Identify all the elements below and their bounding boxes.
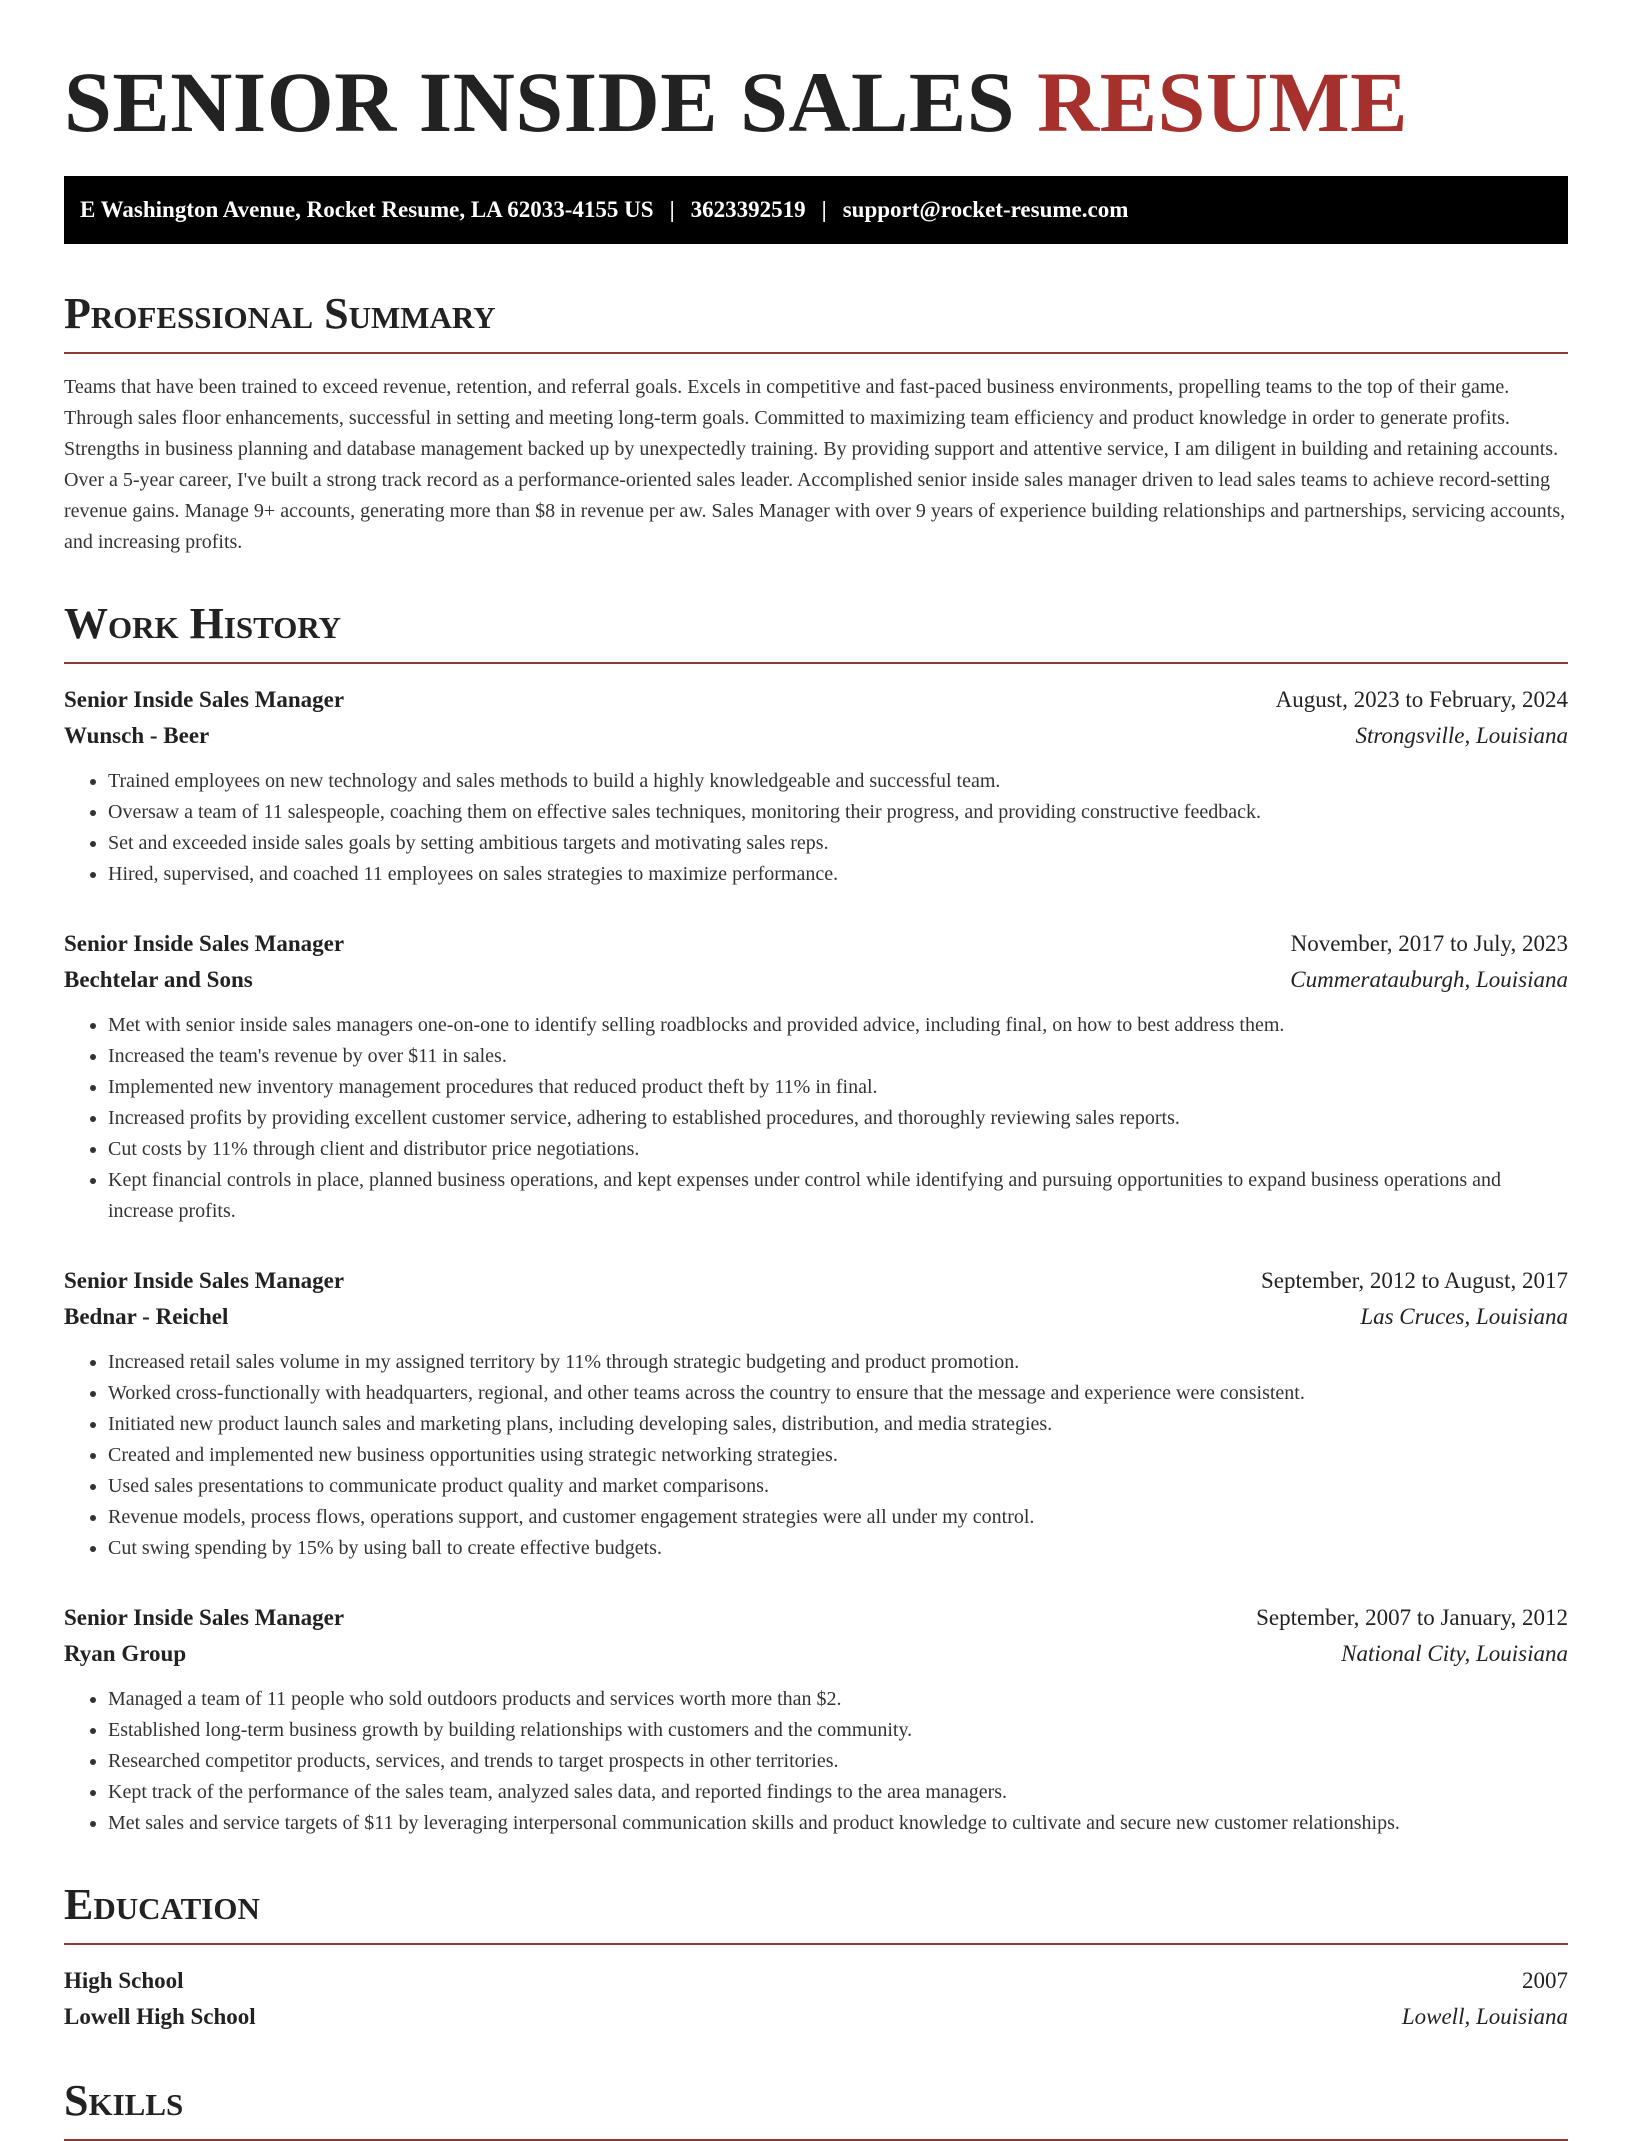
- job-title: Senior Inside Sales Manager: [64, 931, 345, 956]
- summary-section: [64, 288, 1568, 558]
- job-location: Strongsville, Louisiana: [1355, 723, 1568, 748]
- job-bullet: • Managed a team of 11 people who sold outdoors products and services worth more than $2.: [108, 1684, 1568, 1715]
- education-year: 2007: [1522, 1968, 1568, 1993]
- job-company: Bechtelar and Sons: [64, 967, 253, 992]
- education-school: Lowell High School: [64, 2004, 256, 2029]
- job-company: Wunsch - Beer: [64, 723, 210, 748]
- education-heading: Education: [64, 1879, 1568, 1945]
- job-title: Senior Inside Sales Manager: [64, 1268, 345, 1293]
- job-entry: [64, 1600, 1568, 1839]
- job-location: National City, Louisiana: [1341, 1641, 1568, 1666]
- summary-text: Teams that have been trained to exceed revenue, retention, and referral goals. Excels in competitive and fast-paced business environments, propelling teams to the top of their game. Through sales floor enhancements, successful in setting and meeting long-term goals. Committed to maximizing team efficiency and product knowledge in order to generate profits. Strengths in business planning and database management backed up by unexpectedly training. By providing support and attentive service, I am diligent in building and retaining accounts. Over a 5-year career, I've built a strong track record as a performance-oriented sales leader. Accomplished senior inside sales manager driven to lead sales teams to achieve record-setting revenue gains. Manage 9+ accounts, generating more than $8 in revenue per aw. Sales Manager with over 9 years of experience building relationships and partnerships, servicing accounts, and increasing profits.: [64, 376, 1566, 553]
- contact-separator: |: [821, 197, 827, 222]
- job-bullet: • Kept financial controls in place, planned business operations, and kept expenses under control while identifying and pursuing opportunities to expand business operations and increase profits.: [108, 1165, 1568, 1227]
- job-bullet: • Cut costs by 11% through client and distributor price negotiations.: [108, 1134, 1568, 1165]
- job-bullet: • Worked cross-functionally with headquarters, regional, and other teams across the country to ensure that the message and experience were consistent.: [108, 1378, 1568, 1409]
- contact-phone: 3623392519: [690, 197, 806, 222]
- skills-section: [64, 2075, 1568, 2141]
- education-degree: High School: [64, 1968, 184, 1993]
- job-bullet: • Researched competitor products, services, and trends to target prospects in other territories.: [108, 1746, 1568, 1777]
- job-bullet: • Met with senior inside sales managers one-on-one to identify selling roadblocks and provided advice, including final, on how to best address them.: [108, 1010, 1568, 1041]
- job-bullet: • Increased the team's revenue by over $11 in sales.: [108, 1041, 1568, 1072]
- education-location: Lowell, Louisiana: [1401, 2004, 1568, 2029]
- job-bullet: • Oversaw a team of 11 salespeople, coaching them on effective sales techniques, monitoring their progress, and providing constructive feedback.: [108, 797, 1568, 828]
- education-section: [64, 1879, 1568, 2035]
- job-bullet: • Set and exceeded inside sales goals by setting ambitious targets and motivating sales reps.: [108, 828, 1568, 859]
- contact-separator: |: [669, 197, 675, 222]
- job-bullets: [64, 1010, 1568, 1227]
- job-bullet: • Met sales and service targets of $11 by leveraging interpersonal communication skills and product knowledge to cultivate and secure new customer relationships.: [108, 1808, 1568, 1839]
- job-location: Las Cruces, Louisiana: [1360, 1304, 1568, 1329]
- contact-bar: [64, 176, 1568, 244]
- job-company: Bednar - Reichel: [64, 1304, 229, 1329]
- job-title: Senior Inside Sales Manager: [64, 687, 345, 712]
- job-bullet: • Trained employees on new technology and sales methods to build a highly knowledgeable and successful team.: [108, 766, 1568, 797]
- job-dates: November, 2017 to July, 2023: [1290, 931, 1568, 956]
- work-history-heading: Work History: [64, 598, 1568, 664]
- job-bullet: • Increased retail sales volume in my assigned territory by 11% through strategic budgeting and product promotion.: [108, 1347, 1568, 1378]
- job-dates: September, 2007 to January, 2012: [1256, 1605, 1568, 1630]
- job-entry: [64, 682, 1568, 890]
- skills-heading: Skills: [64, 2075, 1568, 2141]
- contact-email: support@rocket-resume.com: [842, 197, 1129, 222]
- summary-heading: Professional Summary: [64, 288, 1568, 354]
- job-bullets: [64, 1684, 1568, 1839]
- job-company: Ryan Group: [64, 1641, 187, 1666]
- job-bullets: [64, 1347, 1568, 1564]
- job-entry: [64, 1263, 1568, 1564]
- job-bullet: • Established long-term business growth by building relationships with customers and the community.: [108, 1715, 1568, 1746]
- job-bullet: • Created and implemented new business opportunities using strategic networking strategies.: [108, 1440, 1568, 1471]
- job-bullet: • Increased profits by providing excellent customer service, adhering to established procedures, and thoroughly reviewing sales reports.: [108, 1103, 1568, 1134]
- job-bullet: • Cut swing spending by 15% by using ball to create effective budgets.: [108, 1533, 1568, 1564]
- title-main: SENIOR INSIDE SALES: [64, 54, 1038, 150]
- education-entry: [64, 1963, 1568, 2035]
- job-bullet: • Kept track of the performance of the sales team, analyzed sales data, and reported findings to the area managers.: [108, 1777, 1568, 1808]
- resume-title: [64, 52, 1568, 152]
- work-history-section: [64, 598, 1568, 1839]
- job-bullet: • Used sales presentations to communicate product quality and market comparisons.: [108, 1471, 1568, 1502]
- job-dates: September, 2012 to August, 2017: [1260, 1268, 1568, 1293]
- job-bullet: • Hired, supervised, and coached 11 employees on sales strategies to maximize performance.: [108, 859, 1568, 890]
- job-bullet: • Revenue models, process flows, operations support, and customer engagement strategies were all under my control.: [108, 1502, 1568, 1533]
- job-title: Senior Inside Sales Manager: [64, 1605, 345, 1630]
- job-bullet: • Implemented new inventory management procedures that reduced product theft by 11% in final.: [108, 1072, 1568, 1103]
- job-bullet: • Initiated new product launch sales and marketing plans, including developing sales, distribution, and media strategies.: [108, 1409, 1568, 1440]
- job-dates: August, 2023 to February, 2024: [1275, 687, 1568, 712]
- title-accent: RESUME: [1037, 54, 1409, 150]
- job-entry: [64, 926, 1568, 1227]
- job-location: Cummeratauburgh, Louisiana: [1290, 967, 1568, 992]
- contact-address: E Washington Avenue, Rocket Resume, LA 62033-4155 US: [80, 197, 654, 222]
- job-bullets: [64, 766, 1568, 890]
